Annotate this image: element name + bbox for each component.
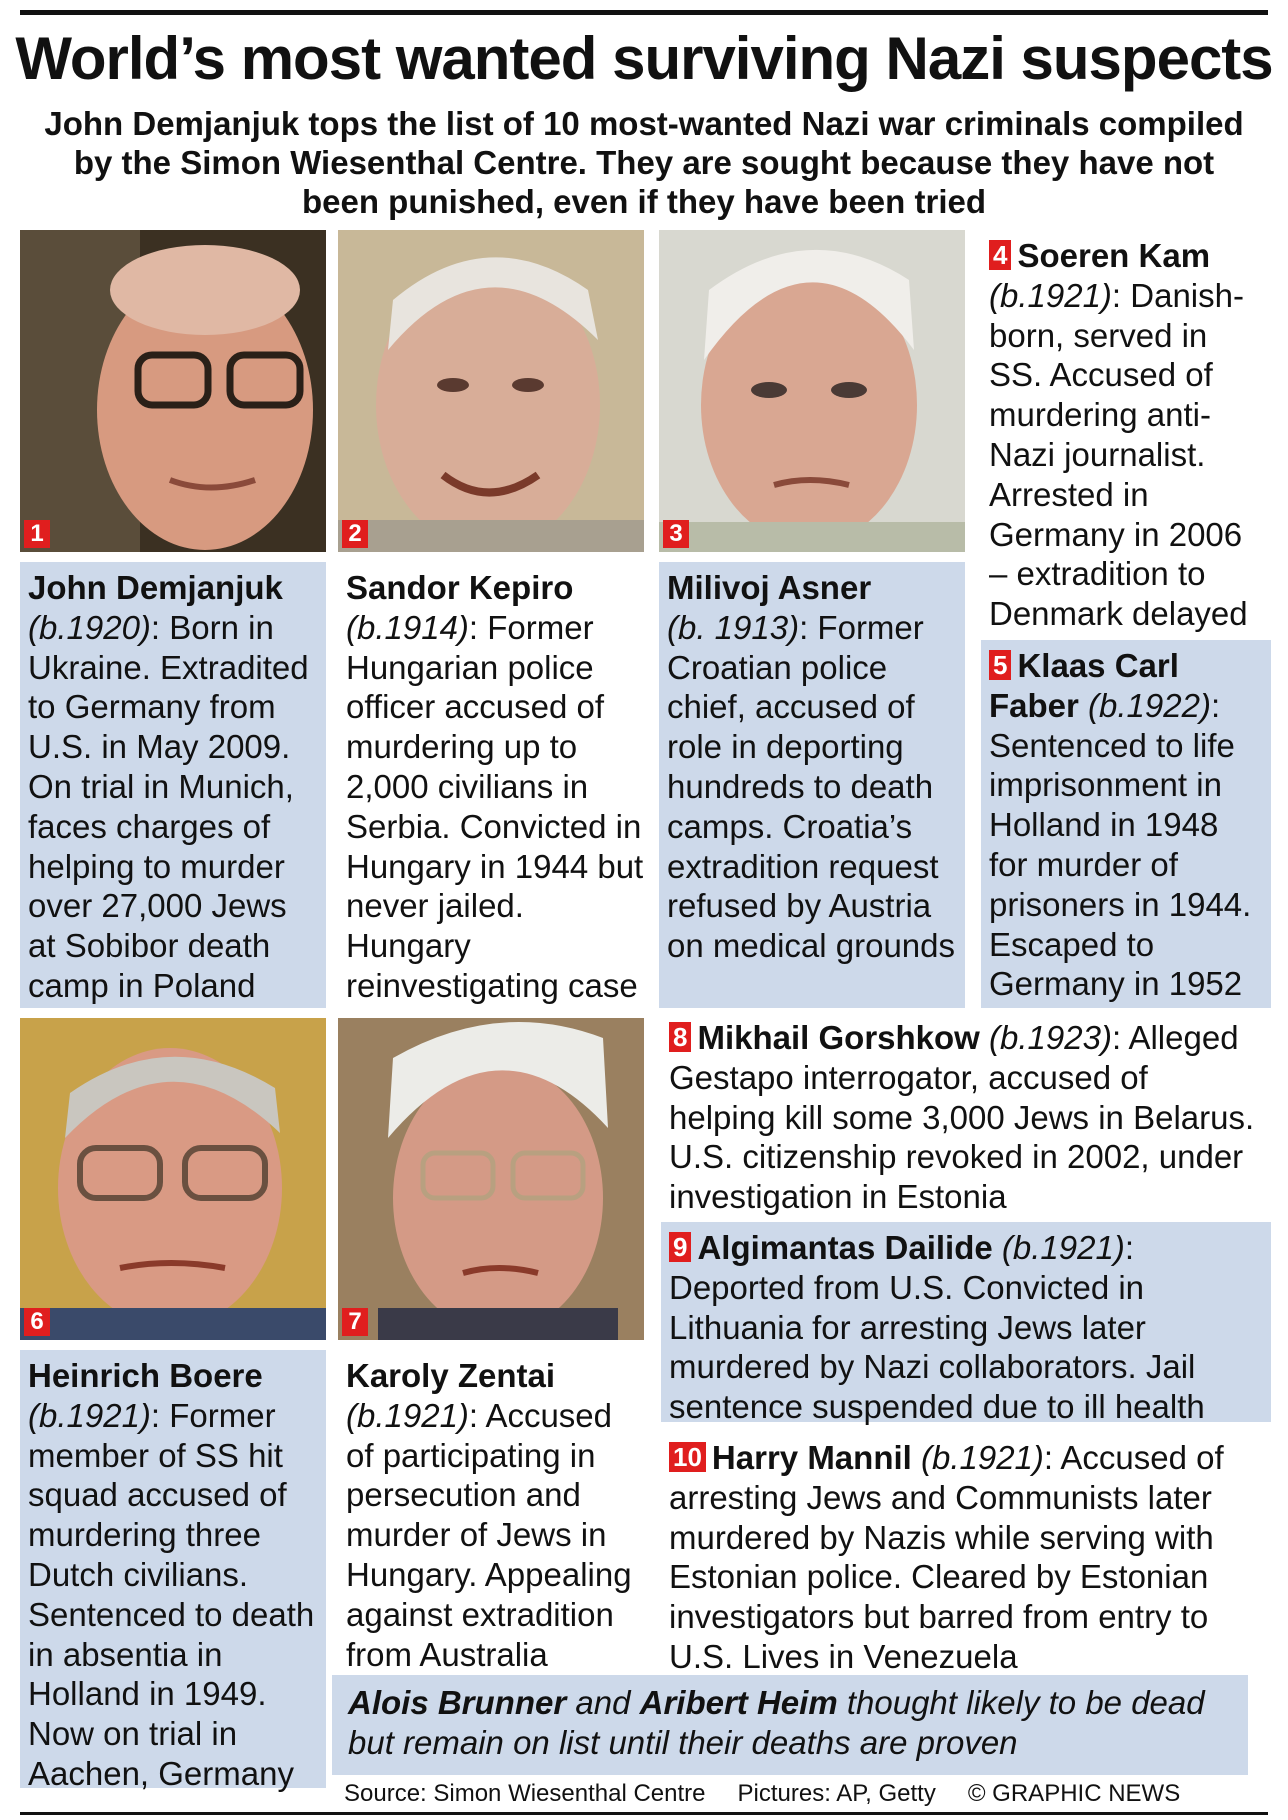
rank-badge-4: 4 (989, 240, 1011, 270)
birth-year: (b.1921) (920, 1439, 1044, 1476)
suspect-description: : Born in Ukraine. Extradited to Germany from U.S. in May 2009. On trial in Munich, faces charges of helping to murder over 27,000 Jews at Sobibor death camp in Poland (28, 608, 309, 1004)
bio-faber (981, 640, 1271, 1008)
suspect-name: Soeren Kam (1017, 237, 1211, 274)
birth-year: (b.1920) (28, 608, 151, 646)
pictures-credit: Pictures: AP, Getty (737, 1780, 936, 1807)
source-line (344, 1778, 1274, 1810)
suspect-description: : Accused of arresting Jews and Communists later murdered by Nazis while serving with Estonian police. Cleared by Estonian investigators but barred from entry to U.S. Lives in Venezuela (669, 1439, 1224, 1675)
rank-badge-7: 7 (342, 1308, 368, 1336)
suspect-name: Heinrich Boere (28, 1357, 263, 1394)
birth-year: (b.1921) (989, 276, 1112, 314)
bio-kepiro (338, 562, 652, 1008)
bottom-rule (20, 1812, 1268, 1815)
suspect-name: Harry Mannil (711, 1439, 912, 1476)
birth-year: (b.1921) (1001, 1229, 1125, 1266)
photo-demjanjuk (20, 230, 326, 552)
footnote-name-heim: Aribert Heim (639, 1684, 838, 1721)
footnote-and: and (566, 1684, 640, 1721)
bio-mannil (661, 1432, 1271, 1675)
suspect-name: John Demjanjuk (28, 569, 283, 606)
top-rule (20, 10, 1268, 15)
suspect-name: Karoly Zentai (346, 1357, 556, 1394)
suspect-description: : Former Croatian police chief, accused of role in deporting hundreds to death camps. Croatia’s extradition request refused by Austria on medical grounds (667, 608, 956, 965)
rank-badge-3: 3 (663, 520, 689, 548)
rank-badge-1: 1 (24, 520, 50, 548)
birth-year: (b. 1913) (667, 608, 800, 646)
suspect-description: : Sentenced to life imprisonment in Holland in 1948 for murder of prisoners in 1944. Escaped to Germany in 1952 (989, 686, 1252, 1003)
suspect-description: : Danish-born, served in SS. Accused of murdering anti-Nazi journalist. Arrested in Germany in 2006 – extradition to Denmark delayed (989, 276, 1248, 633)
rank-badge-2: 2 (342, 520, 368, 548)
rank-badge-8: 8 (669, 1022, 691, 1052)
birth-year: (b.1921) (346, 1396, 469, 1434)
suspect-name: Algimantas Dailide (697, 1229, 993, 1266)
suspect-name: Sandor Kepiro (346, 569, 574, 606)
photo-asner (659, 230, 965, 552)
suspect-description: : Former Hungarian police officer accused of murdering up to 2,000 civilians in Serbia. Convicted in Hungary in 1944 but never jailed. Hungary reinvestigating case (346, 608, 644, 1004)
birth-year: (b.1923) (989, 1019, 1112, 1056)
photo-kepiro (338, 230, 644, 552)
bio-demjanjuk (20, 562, 326, 1008)
source-credit: Source: Simon Wiesenthal Centre (344, 1780, 706, 1807)
bio-kam (981, 230, 1271, 633)
suspect-description: : Deported from U.S. Convicted in Lithuania for arresting Jews later murdered by Nazi collaborators. Jail sentence suspended due to ill health (669, 1229, 1205, 1426)
footnote-panel (332, 1675, 1248, 1775)
photo-zentai (338, 1018, 644, 1340)
suspect-description: : Alleged Gestapo interrogator, accused of helping kill some 3,000 Jews in Belarus. U.S. citizenship revoked in 2002, under investigation in Estonia (669, 1019, 1255, 1216)
page-title: World’s most wanted surviving Nazi suspects (15, 25, 1273, 92)
page-subtitle: John Demjanjuk tops the list of 10 most-wanted Nazi war criminals compiled by the Simon Wiesenthal Centre. They are sought because they have not been punished, even if they have been tried (44, 105, 1244, 220)
bio-asner (659, 562, 965, 1008)
rank-badge-5: 5 (989, 650, 1011, 680)
suspect-name: Klaas Carl Faber (989, 647, 1179, 724)
rank-badge-6: 6 (24, 1308, 50, 1336)
birth-year: (b.1914) (346, 608, 469, 646)
suspect-name: Milivoj Asner (667, 569, 872, 606)
bio-boere (20, 1350, 326, 1792)
bio-dailide (661, 1222, 1271, 1426)
graphic-news-credit: © GRAPHIC NEWS (967, 1780, 1181, 1807)
footnote-text: thought likely to be dead but remain on list until their deaths are proven (348, 1684, 1205, 1761)
suspect-description: : Accused of participating in persecution and murder of Jews in Hungary. Appealing against extradition from Australia (346, 1396, 632, 1673)
suspect-name: Mikhail Gorshkow (697, 1019, 980, 1056)
bio-gorshkow (661, 1012, 1271, 1216)
birth-year: (b.1921) (28, 1396, 151, 1434)
footnote-name-brunner: Alois Brunner (348, 1684, 567, 1721)
rank-badge-9: 9 (669, 1232, 691, 1262)
rank-badge-10: 10 (669, 1442, 706, 1472)
birth-year: (b.1922) (1088, 686, 1211, 724)
suspect-description: : Former member of SS hit squad accused of murdering three Dutch civilians. Sentenced to death in absentia in Holland in 1949. Now on trial in Aachen, Germany (28, 1396, 315, 1792)
photo-boere (20, 1018, 326, 1340)
bio-zentai (338, 1350, 652, 1673)
